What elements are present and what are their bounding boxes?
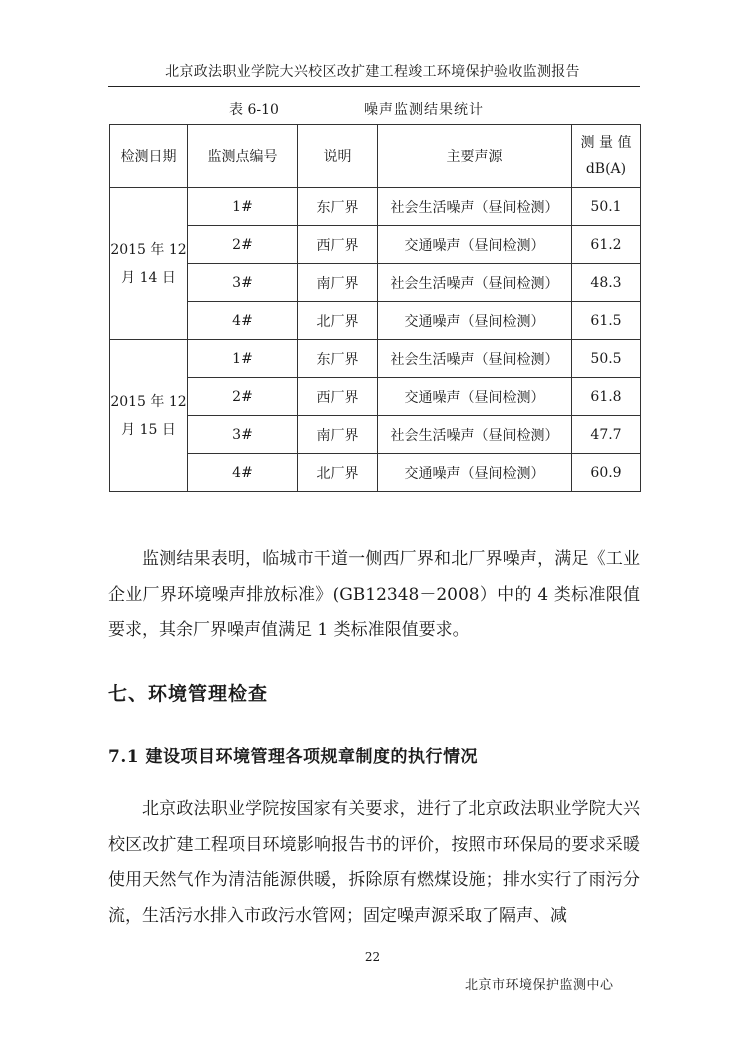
monitoring-conclusion-paragraph (108, 542, 640, 649)
header-value-label: 测 量 值 (580, 135, 632, 151)
header-date: 检测日期 (110, 125, 188, 188)
point-cell: 3# (188, 264, 298, 302)
table-row (110, 454, 641, 492)
table-row (110, 302, 641, 340)
source-cell: 交通噪声（昼间检测） (378, 454, 572, 492)
date-line: 2015 年 12 (110, 241, 187, 258)
value-cell: 60.9 (572, 454, 641, 492)
table-row (110, 340, 641, 378)
header-description: 说明 (298, 125, 378, 188)
table-row (110, 378, 641, 416)
source-cell: 社会生活噪声（昼间检测） (378, 188, 572, 226)
value-cell: 61.2 (572, 226, 641, 264)
value-cell: 50.1 (572, 188, 641, 226)
value-cell: 61.8 (572, 378, 641, 416)
description-cell: 北厂界 (298, 302, 378, 340)
subsection-heading: 7.1 建设项目环境管理各项规章制度的执行情况 (108, 747, 478, 767)
source-cell: 社会生活噪声（昼间检测） (378, 264, 572, 302)
table-row (110, 264, 641, 302)
date-line: 2015 年 12 (110, 393, 187, 410)
source-cell: 交通噪声（昼间检测） (378, 378, 572, 416)
point-cell: 2# (188, 226, 298, 264)
table-row (110, 416, 641, 454)
source-cell: 交通噪声（昼间检测） (378, 302, 572, 340)
table-title: 噪声监测结果统计 (364, 102, 484, 118)
point-cell: 2# (188, 378, 298, 416)
description-cell: 西厂界 (298, 226, 378, 264)
table-row (110, 188, 641, 226)
point-cell: 1# (188, 340, 298, 378)
page-number: 22 (364, 950, 381, 964)
source-cell: 社会生活噪声（昼间检测） (378, 416, 572, 454)
description-cell: 南厂界 (298, 264, 378, 302)
table-row (110, 226, 641, 264)
description-cell: 北厂界 (298, 454, 378, 492)
description-cell: 南厂界 (298, 416, 378, 454)
source-cell: 社会生活噪声（昼间检测） (378, 340, 572, 378)
date-cell (110, 340, 188, 492)
footer-organization: 北京市环境保护监测中心 (465, 978, 614, 993)
point-cell: 4# (188, 454, 298, 492)
value-cell: 61.5 (572, 302, 641, 340)
section-heading: 七、环境管理检查 (108, 683, 269, 705)
paragraph-text: 北京政法职业学院按国家有关要求，进行了北京政法职业学院大兴校区改扩建工程项目环境影响报告书的评价，按照市环保局的要求采暖使用天然气作为清洁能源供暖，拆除原有燃煤设施；排水实行了雨污分流，生活污水排入市政污水管网；固定噪声源采取了隔声、减 (108, 799, 640, 926)
header-measured-value (572, 125, 641, 188)
date-line: 月 15 日 (121, 421, 176, 438)
date-line: 月 14 日 (121, 269, 176, 286)
value-cell: 47.7 (572, 416, 641, 454)
management-paragraph (108, 792, 640, 934)
page-header: 北京政法职业学院大兴校区改扩建工程竣工环境保护验收监测报告 (165, 64, 580, 80)
paragraph-text: 监测结果表明，临城市干道一侧西厂界和北厂界噪声，满足《工业企业厂界环境噪声排放标准》(GB12348－2008）中的 4 类标准限值要求，其余厂界噪声值满足 1 类标准限值要求。 (108, 549, 640, 640)
point-cell: 3# (188, 416, 298, 454)
description-cell: 东厂界 (298, 340, 378, 378)
point-cell: 4# (188, 302, 298, 340)
source-cell: 交通噪声（昼间检测） (378, 226, 572, 264)
value-cell: 50.5 (572, 340, 641, 378)
noise-results-table (109, 124, 641, 492)
description-cell: 西厂界 (298, 378, 378, 416)
table-number: 表 6-10 (229, 102, 279, 118)
description-cell: 东厂界 (298, 188, 378, 226)
header-divider (108, 86, 640, 87)
header-point: 监测点编号 (188, 125, 298, 188)
point-cell: 1# (188, 188, 298, 226)
table-header-row (110, 125, 641, 188)
value-cell: 48.3 (572, 264, 641, 302)
header-main-source: 主要声源 (378, 125, 572, 188)
header-value-unit: dB(A) (585, 161, 627, 177)
date-cell (110, 188, 188, 340)
